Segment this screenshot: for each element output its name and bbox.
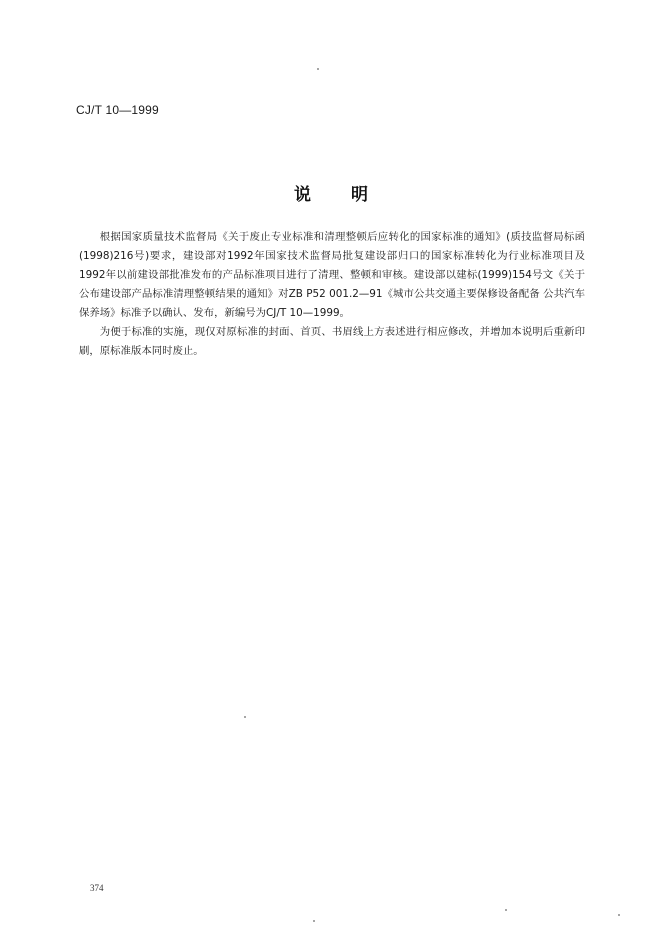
scan-speck	[313, 920, 315, 922]
standard-code-header: CJ/T 10—1999	[76, 103, 159, 117]
page-number: 374	[90, 883, 104, 893]
body-paragraph-1: 根据国家质量技术监督局《关于废止专业标准和清理整顿后应转化的国家标准的通知》(质技监督局标函(1998)216号)要求，建设部对1992年国家技术监督局批复建设部归口的国家标准转化为行业标准项目及1992年以前建设部批准发布的产品标准项目进行了清理、整顿和审核。建设部以建标(1999)154号文《关于公布建设部产品标准清理整顿结果的通知》对ZB P52 001.2—91《城市公共交通主要保修设备配备 公共汽车保养场》标准予以确认、发布，新编号为CJ/T 10—1999。	[79, 231, 585, 319]
scan-speck	[317, 68, 319, 70]
document-title: 说明	[294, 185, 408, 205]
body-paragraph-2: 为便于标准的实施，现仅对原标准的封面、首页、书眉线上方表述进行相应修改，并增加本说明后重新印刷，原标准版本同时废止。	[79, 326, 585, 357]
scan-speck	[505, 909, 507, 911]
scan-speck	[244, 716, 246, 718]
document-body	[79, 228, 585, 361]
scan-speck	[618, 914, 620, 916]
